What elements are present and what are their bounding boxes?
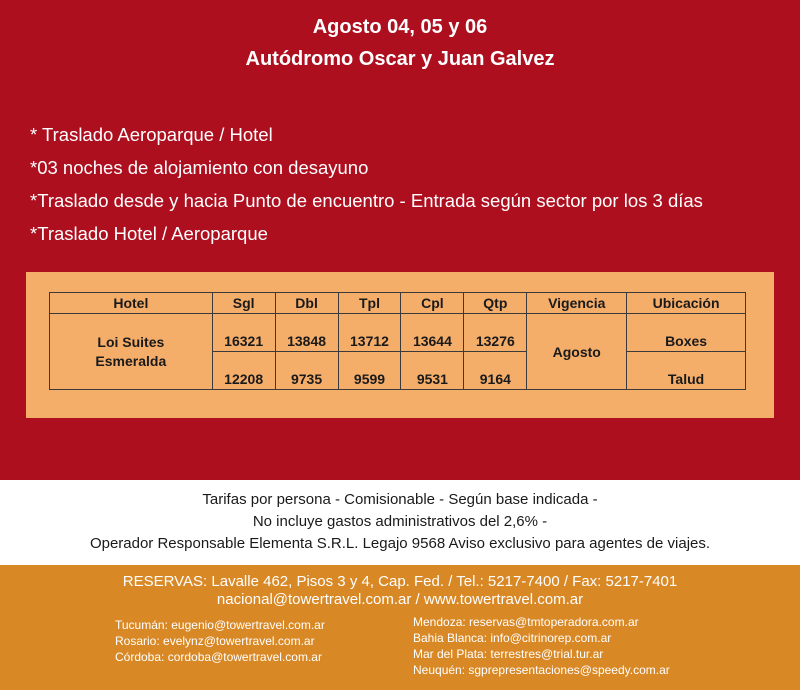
included-services-list [30, 124, 790, 256]
branch-contact[interactable]: Mendoza: reservas@tmtoperadora.com.ar [413, 615, 639, 629]
rate-cpl: 9531 [401, 352, 464, 390]
column-header-ubicacion: Ubicación [627, 293, 746, 314]
reservations-address: RESERVAS: Lavalle 462, Pisos 3 y 4, Cap. Fed. / Tel.: 5217-7400 / Fax: 5217-7401 [122, 573, 678, 590]
rate-cpl: 13644 [401, 314, 464, 352]
rates-panel [26, 272, 774, 418]
branch-contact[interactable]: Rosario: evelynz@towertravel.com.ar [115, 634, 315, 648]
terms-line: Operador Responsable Elementa S.R.L. Legajo 9568 Aviso exclusivo para agentes de viajes. [89, 535, 711, 552]
hotel-name-line: Loi Suites [97, 333, 165, 350]
hotel-name-cell [50, 314, 213, 390]
rate-sgl: 16321 [212, 314, 275, 352]
table-header-row [50, 293, 746, 314]
branch-contacts-right [413, 614, 713, 678]
rate-tpl: 13712 [338, 314, 401, 352]
column-header-vigencia: Vigencia [527, 293, 627, 314]
reservations-footer [0, 565, 800, 690]
hotel-name-line: Esmeralda [95, 352, 167, 369]
branch-contact[interactable]: Tucumán: eugenio@towertravel.com.ar [115, 618, 325, 632]
vigencia-cell: Agosto [527, 314, 627, 390]
rates-table [49, 292, 746, 390]
column-header-tpl: Tpl [338, 293, 401, 314]
service-item: * Traslado Aeroparque / Hotel [30, 124, 273, 145]
column-header-sgl: Sgl [212, 293, 275, 314]
service-item: *03 noches de alojamiento con desayuno [30, 157, 369, 178]
terms-line: No incluye gastos administrativos del 2,6% - [252, 513, 548, 530]
branch-contact[interactable]: Neuquén: sgprepresentaciones@speedy.com.ar [413, 663, 670, 677]
table-row [50, 314, 746, 352]
column-header-cpl: Cpl [401, 293, 464, 314]
reservations-email-web[interactable]: nacional@towertravel.com.ar / www.towertravel.com.ar [216, 591, 584, 608]
service-item: *Traslado Hotel / Aeroparque [30, 223, 268, 244]
branch-contact[interactable]: Mar del Plata: terrestres@trial.tur.ar [413, 647, 604, 661]
terms-section [0, 480, 800, 565]
column-header-dbl: Dbl [275, 293, 338, 314]
column-header-hotel: Hotel [50, 293, 213, 314]
terms-line: Tarifas por persona - Comisionable - Según base indicada - [202, 491, 598, 508]
branch-contacts-left [115, 617, 395, 665]
event-dates: Agosto 04, 05 y 06 [312, 16, 488, 38]
branch-contact[interactable]: Bahia Blanca: info@citrinorep.com.ar [413, 631, 612, 645]
ubicacion-cell: Boxes [627, 314, 746, 352]
column-header-qtp: Qtp [464, 293, 527, 314]
rate-dbl: 9735 [275, 352, 338, 390]
rate-dbl: 13848 [275, 314, 338, 352]
rate-tpl: 9599 [338, 352, 401, 390]
branch-contact[interactable]: Córdoba: cordoba@towertravel.com.ar [115, 650, 322, 664]
service-item: *Traslado desde y hacia Punto de encuentro - Entrada según sector por los 3 días [30, 190, 703, 211]
rate-qtp: 9164 [464, 352, 527, 390]
event-venue: Autódromo Oscar y Juan Galvez [245, 48, 555, 70]
rate-sgl: 12208 [212, 352, 275, 390]
rate-qtp: 13276 [464, 314, 527, 352]
ubicacion-cell: Talud [627, 352, 746, 390]
